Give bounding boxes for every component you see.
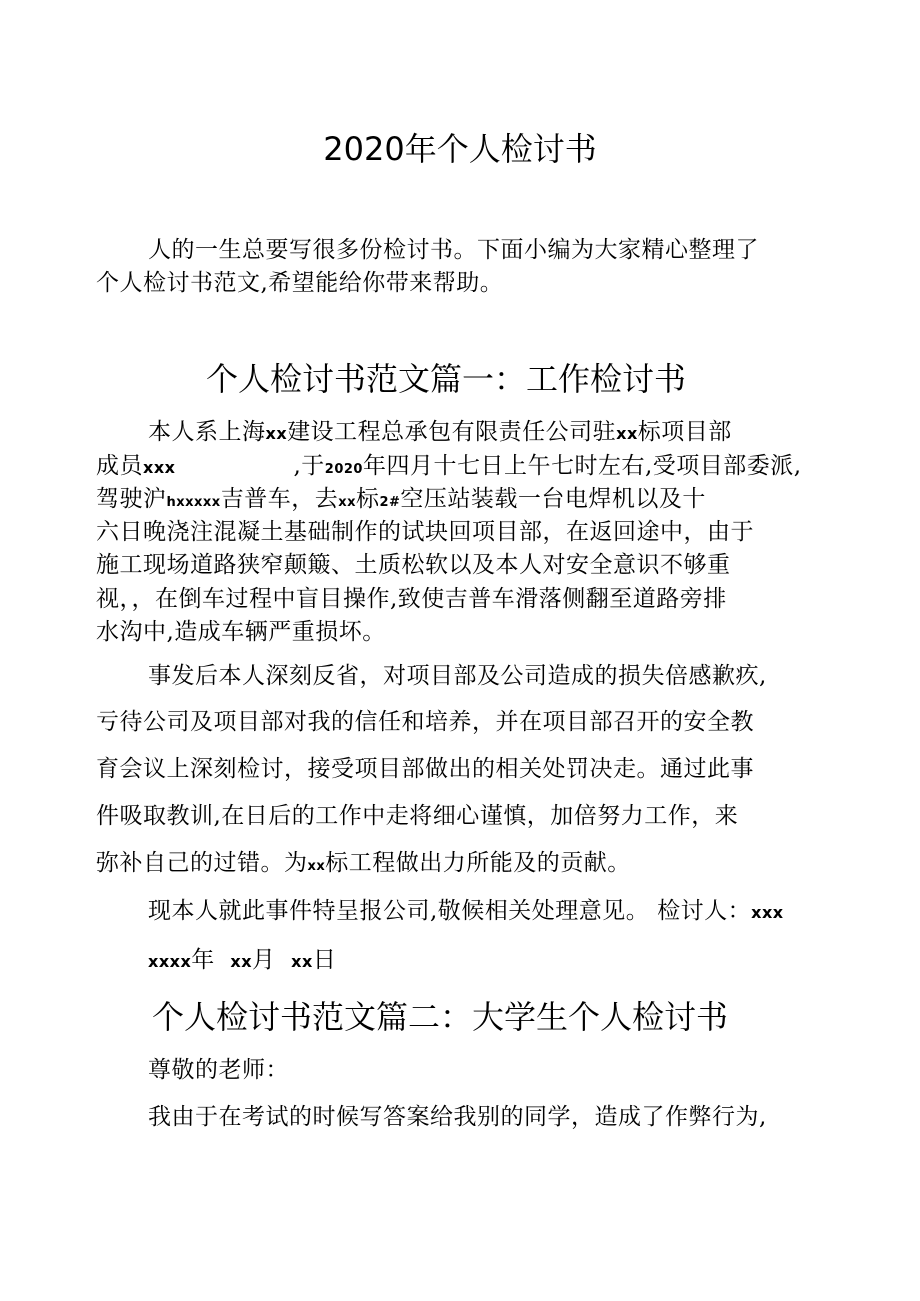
s2-p1-line-1: 我由于在考试的时候写答案给我别的同学，造成了作弊行为,	[148, 1104, 767, 1130]
s1-p1-line-1	[148, 417, 732, 449]
text-run: xx	[291, 952, 313, 971]
s1-p2-line-3: 育会议上深刻检讨，接受项目部做出的相关处罚决走。通过此事	[96, 756, 754, 782]
text-run: 日	[312, 947, 337, 973]
text-run: xxxx	[148, 952, 192, 971]
s1-p1-line-7: 水沟中,造成车辆严重损坏。	[96, 619, 386, 645]
s1-p1-line-5: 施工现场道路狭窄颠簸、土质松软以及本人对安全意识不够重	[96, 552, 731, 578]
text-run: 2020	[324, 462, 363, 477]
text-run: 标工程做出力所能及的贡献。	[325, 850, 631, 876]
text-run: xx	[230, 952, 253, 971]
s2-salutation: 尊敬的老师：	[148, 1057, 289, 1083]
intro-line-1: 人的一生总要写很多份检讨书。下面小编为大家精心整理了	[148, 237, 759, 263]
text-run: 现本人就此事件特呈报公司,敬候相关处理意见。 检讨人：	[148, 898, 752, 924]
text-run: 弥补自己的过错。为	[96, 850, 308, 876]
text-run: xx	[338, 495, 356, 510]
s1-p1-line-4: 六日晚浇注混凝土基础制作的试块回项目部，在返回途中，由于	[96, 519, 754, 545]
text-run: 建设工程总承包有限责任公司驻	[287, 419, 617, 445]
text-run: 本人系上海	[148, 419, 266, 445]
text-run: ,于	[293, 453, 325, 479]
intro-line-2: 个人检讨书范文,希望能给你带来帮助。	[96, 270, 504, 296]
s1-p1-line-3	[96, 484, 706, 518]
s1-p2-line-4: 件吸取教训,在日后的工作中走将细心谨慎，加倍努力工作，来	[96, 803, 739, 829]
text-run: 年四月十七日上午七时左右,受项目部委派,	[362, 453, 802, 479]
text-run: xx	[616, 424, 638, 443]
s1-p3-line-2	[148, 945, 336, 977]
s1-p2-line-5	[96, 848, 631, 882]
text-run: xxx	[751, 903, 784, 922]
text-run: 2#	[379, 495, 401, 510]
text-run: 月	[252, 947, 292, 973]
text-run: 成员	[96, 453, 143, 479]
text-run: xxx	[143, 458, 176, 477]
text-run: 吉普车，去	[220, 486, 339, 512]
s1-p2-line-2: 亏待公司及项目部对我的信任和培养，并在项目部召开的安全教	[96, 709, 754, 735]
s1-p3-line-1	[148, 896, 784, 928]
text-run: 标	[355, 486, 380, 512]
document-title: 2020年个人检讨书	[323, 130, 597, 168]
text-run: hxxxxx	[166, 495, 221, 510]
section1-heading: 个人检讨书范文篇一：工作检讨书	[206, 360, 687, 398]
s1-p1-line-6: 视，，在倒车过程中盲目操作,致使吉普车滑落侧翻至道路旁排	[96, 586, 727, 612]
s1-p1-line-2	[96, 451, 802, 485]
text-run: 年	[191, 947, 231, 973]
section2-heading: 个人检讨书范文篇二：大学生个人检讨书	[152, 998, 729, 1036]
text-run: 空压站装载一台电焊机以及十	[400, 486, 706, 512]
text-run: xx	[265, 424, 288, 443]
text-run: 驾驶沪	[96, 486, 167, 512]
s1-p2-line-1: 事发后本人深刻反省，对项目部及公司造成的损失倍感歉疚,	[148, 663, 767, 689]
text-run: 标项目部	[637, 419, 732, 445]
text-run: xx	[307, 859, 326, 874]
